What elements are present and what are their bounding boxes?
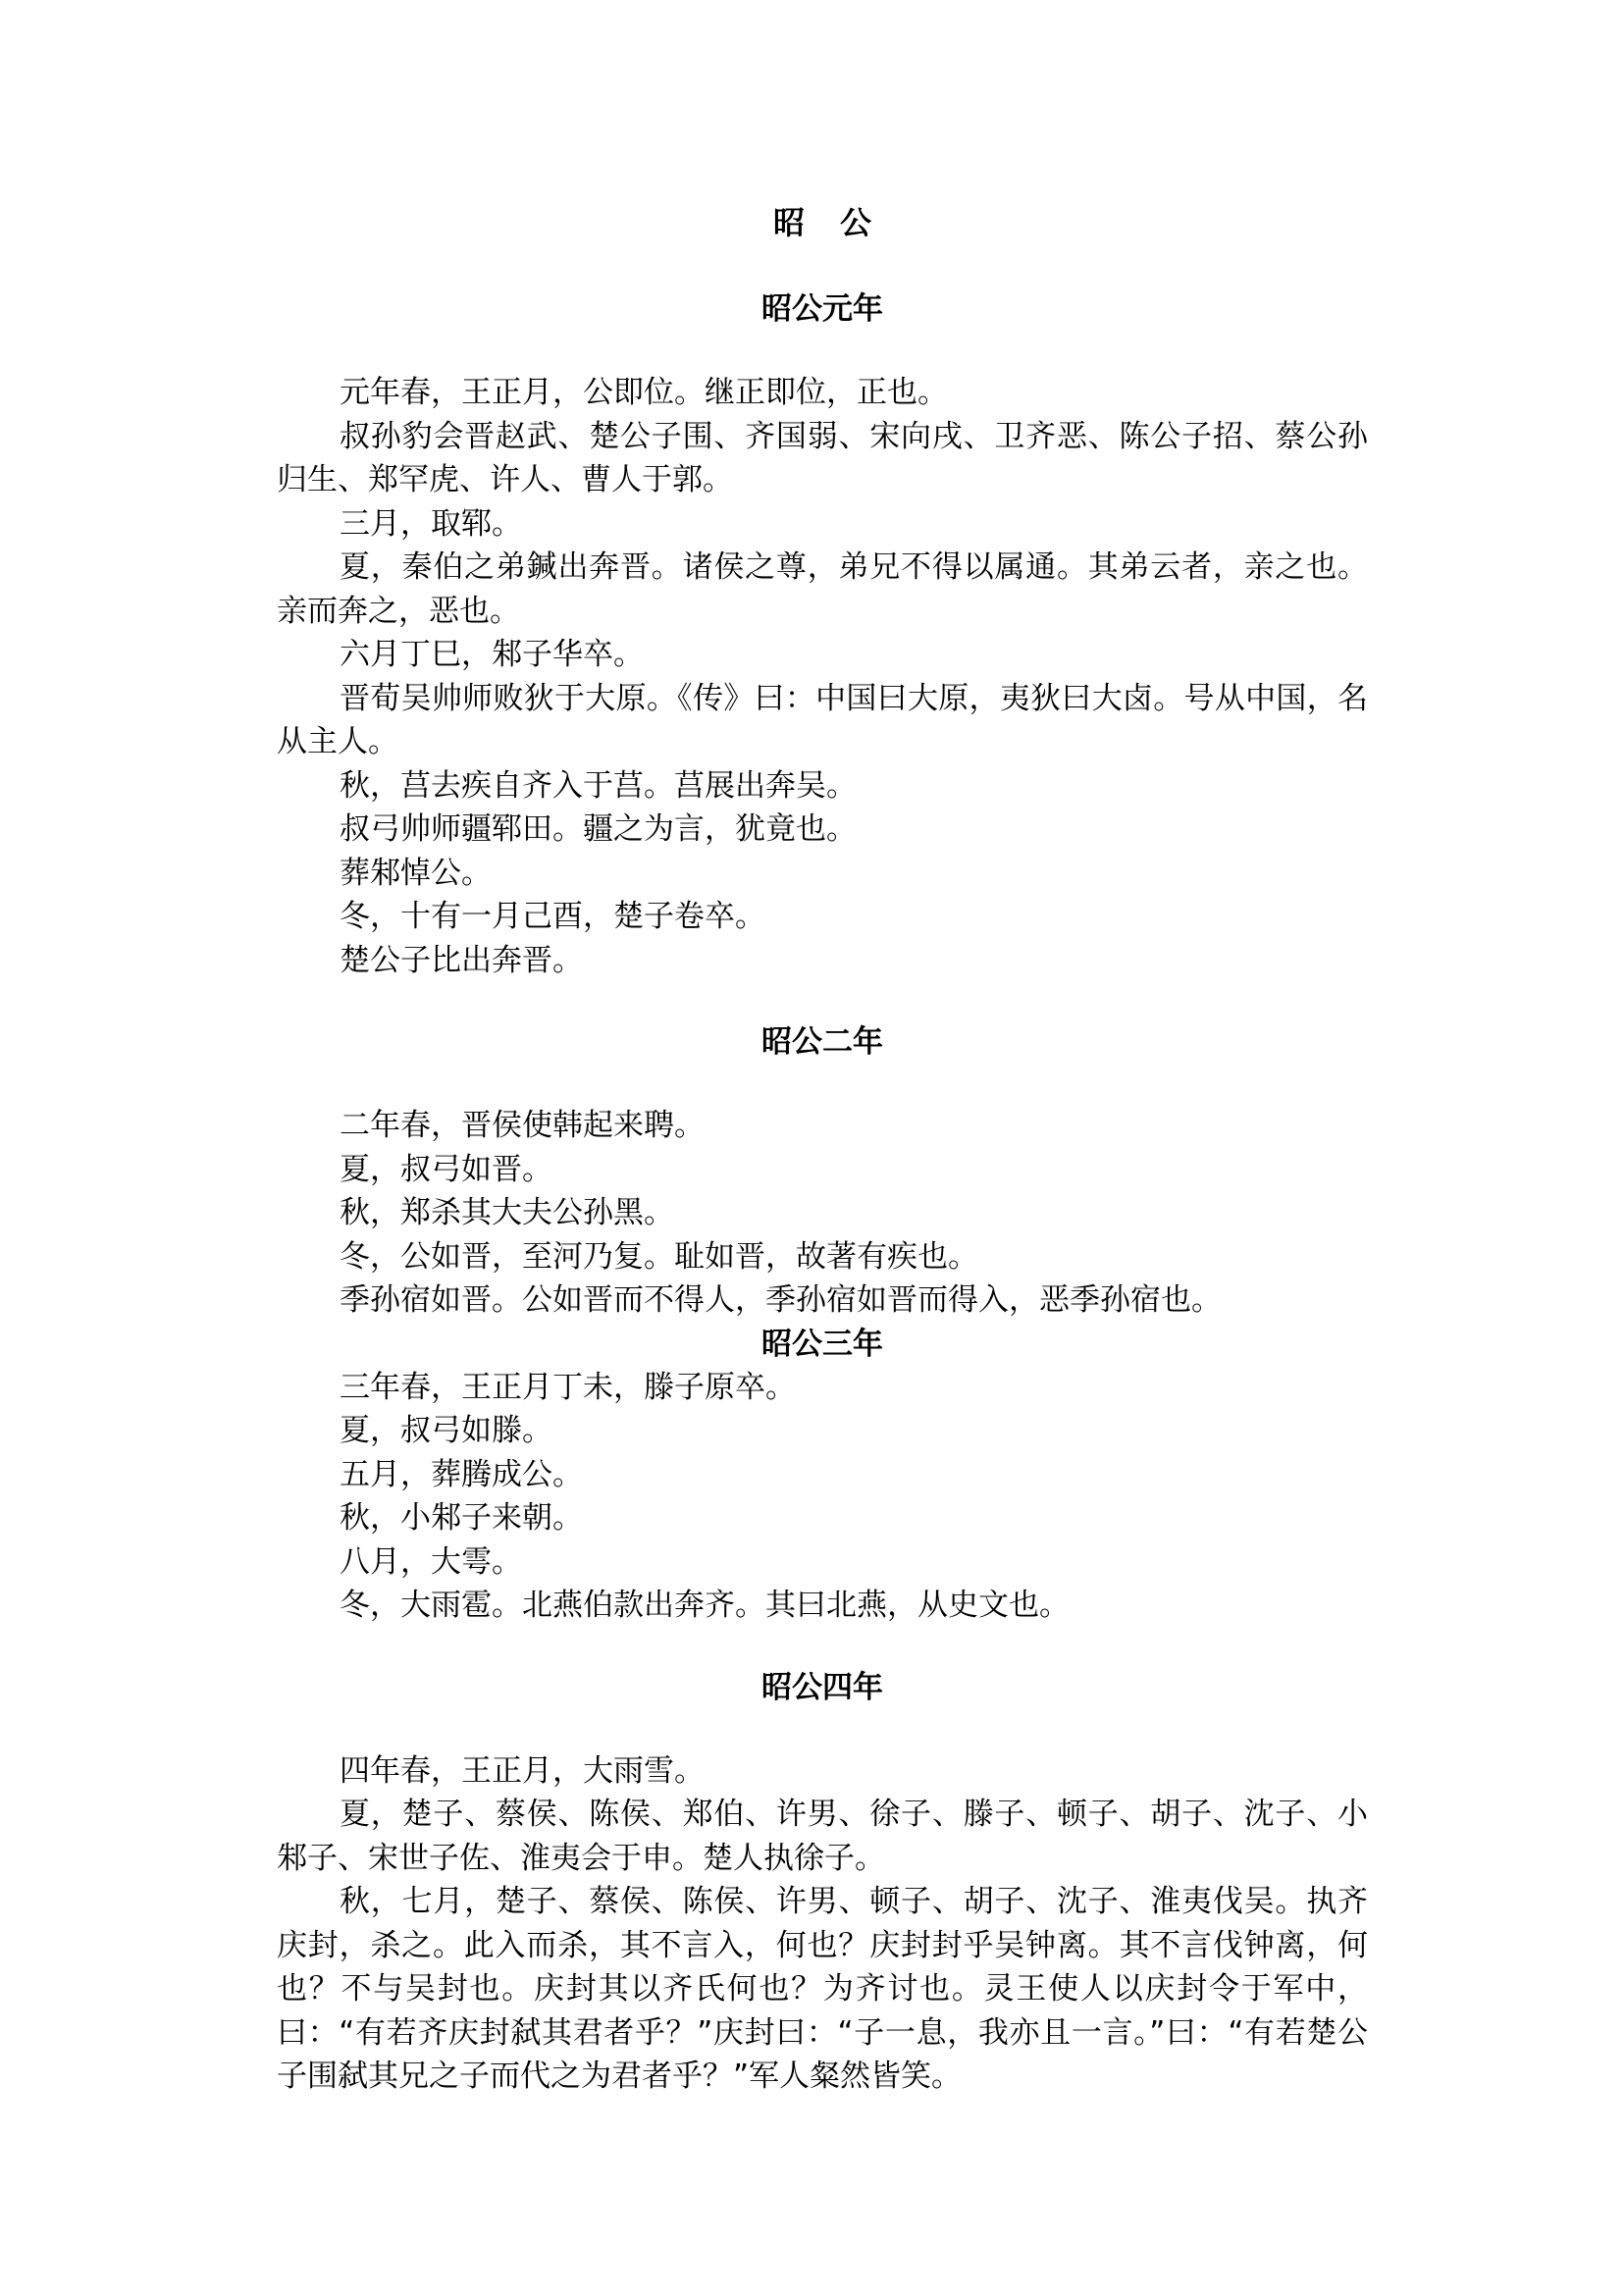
paragraph: 秋，小邾子来朝。	[340, 1500, 583, 1536]
paragraph: 冬，公如晋，至河乃复。耻如晋，故著有疾也。	[340, 1238, 978, 1275]
paragraph: 叔孙豹会晋赵武、楚公子围、齐国弱、宋向戌、卫齐恶、陈公子招、蔡公孙归生、郑罕虎、许人、曹人于郭。	[277, 418, 1368, 497]
section-year-3	[277, 1323, 1368, 1628]
section-year-4	[277, 1661, 1368, 2099]
paragraph: 晋荀吴帅师败狄于大原。《传》曰：中国曰大原，夷狄曰大卤。号从中国，名从主人。	[277, 680, 1368, 759]
paragraph: 二年春，晋侯使韩起来聘。	[340, 1108, 705, 1143]
paragraph: 六月丁巳，邾子华卒。	[340, 637, 644, 672]
paragraph: 元年春，王正月，公即位。继正即位，正也。	[340, 375, 948, 410]
paragraph: 秋，七月，楚子、蔡侯、陈侯、许男、顿子、胡子、沈子、淮夷伐吴。执齐庆封，杀之。此入而杀，其不言入，何也？庆封封乎吴钟离。其不言伐钟离，何也？不与吴封也。庆封其以齐氏何也？为齐讨也。灵王使人以庆封令于军中，曰：“有若齐庆封弑其君者乎？”庆封曰：“子一息，我亦且一言。”曰：“有若楚公子围弑其兄之子而代之为君者乎？”军人粲然皆笑。	[277, 1884, 1368, 2094]
paragraph: 季孙宿如晋。公如晋而不得人，季孙宿如晋而得入，恶季孙宿也。	[340, 1282, 1222, 1318]
paragraph: 五月，葬腾成公。	[340, 1456, 583, 1492]
section-year-2	[277, 1016, 1368, 1323]
section-heading: 昭公三年	[761, 1326, 883, 1362]
section-year-1	[277, 283, 1368, 982]
paragraph: 秋，莒去疾自齐入于莒。莒展出奔吴。	[340, 767, 857, 804]
section-heading: 昭公元年	[761, 291, 883, 327]
paragraph: 冬，大雨雹。北燕伯款出奔齐。其曰北燕，从史文也。	[340, 1588, 1070, 1623]
paragraph: 冬，十有一月己酉，楚子卷卒。	[340, 899, 765, 934]
paragraph: 秋，郑杀其大夫公孙黑。	[340, 1195, 674, 1230]
title-char-1: 昭	[772, 204, 805, 241]
paragraph: 楚公子比出奔晋。	[340, 942, 583, 978]
paragraph: 葬邾悼公。	[340, 855, 492, 891]
page-title	[277, 196, 1368, 249]
section-heading: 昭公二年	[761, 1024, 883, 1060]
paragraph: 叔弓帅师疆郓田。疆之为言，犹竟也。	[340, 811, 857, 847]
paragraph: 三月，取郓。	[340, 505, 522, 542]
paragraph: 夏，叔弓如滕。	[340, 1413, 552, 1448]
text-column	[277, 196, 1368, 2099]
section-heading: 昭公四年	[761, 1669, 883, 1705]
paragraph: 夏，叔弓如晋。	[340, 1151, 552, 1187]
paragraph: 四年春，王正月，大雨雪。	[340, 1752, 705, 1789]
paragraph: 夏，秦伯之弟鍼出奔晋。诸侯之尊，弟兄不得以属通。其弟云者，亲之也。亲而奔之，恶也。	[277, 549, 1368, 629]
paragraph: 三年春，王正月丁未，滕子原卒。	[340, 1369, 796, 1405]
title-char-2: 公	[840, 204, 872, 241]
paragraph: 夏，楚子、蔡侯、陈侯、郑伯、许男、徐子、滕子、顿子、胡子、沈子、小邾子、宋世子佐、淮夷会于申。楚人执徐子。	[277, 1797, 1368, 1876]
paragraph: 八月，大雩。	[340, 1543, 522, 1580]
